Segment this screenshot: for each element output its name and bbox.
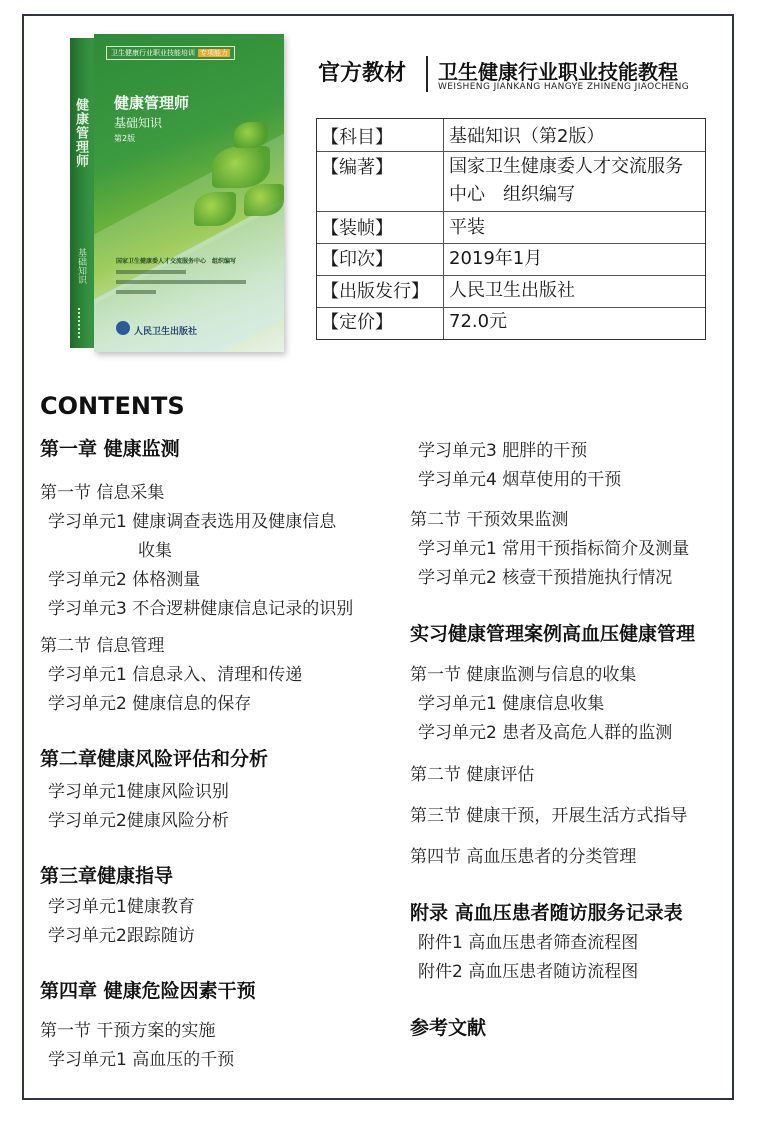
toc-chapter: 参考文献: [410, 1017, 487, 1039]
toc-chapter: 第一章 健康监测: [40, 438, 180, 460]
series-pinyin: WEISHENG JIANKANG HANGYE ZHINENG JIAOCHENG: [438, 82, 690, 92]
info-key: 【编著】: [321, 157, 393, 178]
leaf-icon: [244, 184, 284, 216]
leaf-icon: [234, 122, 268, 148]
toc-unit: 附件1 高血压患者筛查流程图: [418, 933, 639, 953]
info-value: 人民卫生出版社: [449, 280, 575, 301]
cover-organizer: 国家卫生健康委人才交流服务中心 组织编写: [116, 258, 237, 265]
book-spine: [70, 38, 94, 348]
toc-unit: 学习单元1 高血压的千预: [48, 1050, 235, 1070]
info-value: 平装: [449, 217, 485, 238]
toc-unit: 学习单元1健康教育: [48, 897, 195, 917]
info-value: 2019年1月: [449, 248, 543, 269]
book-cover-image: [70, 34, 284, 352]
cover-publisher: 人民卫生出版社: [134, 327, 198, 337]
info-key: 【定价】: [321, 312, 393, 333]
cover-text-line: [116, 270, 186, 274]
brand-label: 官方教材: [318, 61, 407, 86]
toc-unit: 学习单元3 肥胖的干预: [418, 441, 588, 461]
toc-unit: 学习单元3 不合逻耕健康信息记录的识别: [48, 599, 354, 619]
cover-series-label: [106, 46, 235, 60]
toc-section: 第一节 信息采集: [40, 483, 165, 503]
toc-chapter: 第二章健康风险评估和分析: [40, 748, 269, 770]
toc-unit: 学习单元2 健康信息的保存: [48, 694, 252, 714]
toc-unit: 学习单元1 健康信息收集: [418, 694, 605, 714]
toc-unit: 学习单元2 患者及高危人群的监测: [418, 723, 673, 743]
toc-section: 第二节 信息管理: [40, 636, 165, 656]
cover-title: 健康管理师: [114, 94, 190, 112]
info-value: 基础知识（第2版）: [449, 126, 605, 147]
cover-subtitle: 基础知识: [114, 116, 163, 130]
toc-chapter: 第三章健康指导: [40, 865, 174, 887]
toc-unit: 学习单元2 核壹干预措施执行情况: [418, 568, 673, 588]
table-row-divider: [317, 275, 705, 276]
info-key: 【出版发行】: [321, 281, 429, 302]
publisher-logo-icon: [116, 321, 130, 335]
book-front: [94, 34, 284, 352]
info-key: 【印次】: [321, 249, 393, 270]
toc-unit: 学习单元4 烟草使用的干预: [418, 470, 622, 490]
toc-section: 第四节 高血压患者的分类管理: [410, 847, 637, 867]
toc-section: 第二节 健康评估: [410, 765, 535, 785]
toc-chapter: 第四章 健康危险因素干预: [40, 980, 256, 1002]
toc-section: 第一节 健康监测与信息的收集: [410, 665, 637, 685]
cover-edition: 第2版: [114, 134, 136, 143]
info-key: 【科目】: [321, 127, 393, 148]
toc-unit: 附件2 高血压患者随访流程图: [418, 962, 639, 982]
toc-unit: 学习单元2跟踪随访: [48, 926, 195, 946]
info-key: 【装帧】: [321, 218, 393, 239]
spine-subtitle: 基础知识: [76, 248, 86, 284]
cover-text-line: [116, 290, 156, 294]
toc-unit: 学习单元1 信息录入、清理和传递: [48, 665, 303, 685]
table-row-divider: [317, 211, 705, 212]
toc-section: 第一节 干预方案的实施: [40, 1021, 216, 1041]
cover-text-line: [116, 280, 246, 284]
toc-section: 第二节 干预效果监测: [410, 510, 569, 530]
leaf-icon: [212, 146, 270, 188]
toc-unit: 学习单元1 健康调查表选用及健康信息: [48, 512, 337, 532]
table-row-divider: [317, 151, 705, 152]
leaf-icon: [194, 192, 236, 226]
book-info-table: [316, 118, 706, 340]
toc-wrap: 收集: [138, 541, 172, 561]
toc-unit: 学习单元1健康风险识别: [48, 782, 229, 802]
toc-unit: 学习单元2健康风险分析: [48, 811, 229, 831]
cover-series-text: 卫生健康行业职业技能培训: [111, 49, 195, 57]
spine-title: 健康管理师: [73, 98, 88, 168]
brand-divider: [426, 56, 428, 92]
toc-chapter: 附录 高血压患者随访服务记录表: [410, 902, 683, 924]
table-column-divider: [443, 119, 444, 339]
cover-series-tag: 专项能力: [200, 49, 228, 57]
toc-unit: 学习单元1 常用干预指标简介及测量: [418, 539, 690, 559]
series-title: 卫生健康行业职业技能教程: [438, 60, 678, 84]
table-row-divider: [317, 243, 705, 244]
contents-heading: CONTENTS: [40, 392, 185, 420]
toc-section: 第三节 健康干预，开展生活方式指导: [410, 806, 688, 826]
info-value: 72.0元: [449, 311, 508, 332]
toc-unit: 学习单元2 体格测量: [48, 570, 201, 590]
spine-mark: [78, 308, 88, 338]
info-value: 国家卫生健康委人才交流服务中心 组织编写: [449, 156, 683, 205]
toc-chapter: 实习健康管理案例高血压健康管理: [410, 623, 696, 645]
